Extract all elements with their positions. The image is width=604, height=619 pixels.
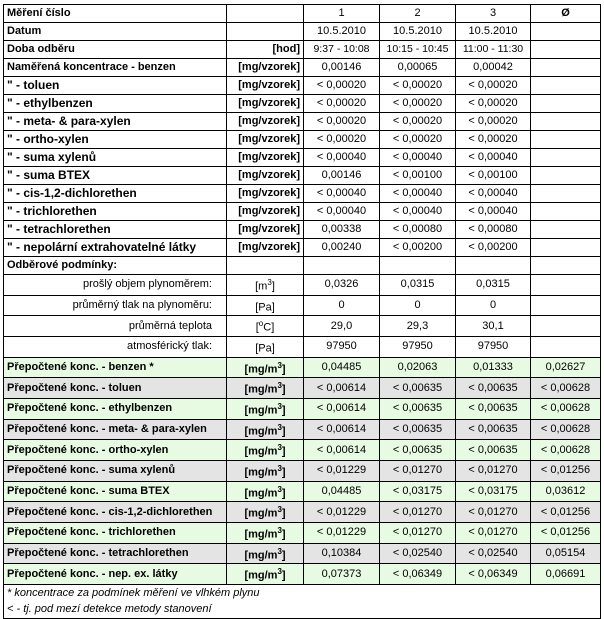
row-unit: [227, 481, 304, 502]
unit-text: [Pa]: [255, 342, 275, 355]
row-unit: [mg/vzorek]: [227, 131, 304, 149]
table-row-recalculated: [4, 564, 601, 585]
value-cell-2: < 0,00080: [380, 221, 456, 239]
unit-superscript: 3: [277, 360, 282, 370]
value-cell-1: < 0,01229: [304, 522, 380, 543]
row-unit: [227, 357, 304, 378]
row-label: Doba odběru: [4, 41, 227, 59]
value-cell-2: < 0,00020: [380, 95, 456, 113]
row-unit: [hod]: [227, 41, 304, 59]
average-cell: [531, 239, 601, 257]
table-row-condition: [4, 295, 601, 316]
value-cell-1: 0,04485: [304, 357, 380, 378]
row-label: " - nepolární extrahovatelné látky: [4, 239, 227, 257]
condition-label: atmosférický tlak:: [4, 336, 227, 357]
empty-cell: [380, 257, 456, 275]
table-row-measure-number: [4, 5, 601, 23]
footnote-text: < - tj. pod mezí detekce metody stanovení: [4, 601, 601, 618]
table-row-recalculated: [4, 357, 601, 378]
row-unit: [mg/vzorek]: [227, 239, 304, 257]
value-cell-2: < 0,00040: [380, 185, 456, 203]
unit-text-end: ]: [281, 549, 286, 562]
value-cell-3: < 0,00020: [456, 113, 531, 131]
unit-text: [mg/m: [244, 425, 278, 438]
average-cell: [531, 203, 601, 221]
value-cell-3: < 0,00040: [456, 185, 531, 203]
value-cell-1: < 0,00020: [304, 131, 380, 149]
unit-text-end: ]: [281, 487, 286, 500]
value-cell-1: < 0,00020: [304, 95, 380, 113]
value-cell-3: 10.5.2010: [456, 23, 531, 41]
average-cell: < 0,00628: [531, 398, 601, 419]
value-cell-2: < 0,01270: [380, 502, 456, 523]
condition-label: prošlý objem plynoměrem:: [4, 275, 227, 296]
value-cell-2: 0,02063: [380, 357, 456, 378]
value-cell-3: < 0,02540: [456, 543, 531, 564]
average-cell: [531, 95, 601, 113]
value-cell-1: 0: [304, 295, 380, 316]
value-cell-3: < 0,00040: [456, 149, 531, 167]
row-label: Měření číslo: [4, 5, 227, 23]
average-cell: 0,05154: [531, 543, 601, 564]
value-cell-2: < 0,00020: [380, 131, 456, 149]
row-label: " - ethylbenzen: [4, 95, 227, 113]
table-row-recalculated: [4, 502, 601, 523]
value-cell-1: < 0,00020: [304, 113, 380, 131]
value-cell-1: 0,00146: [304, 59, 380, 77]
unit-text-end: C]: [263, 321, 275, 334]
unit-superscript: o: [258, 319, 264, 329]
value-cell-3: 0,0315: [456, 275, 531, 296]
average-cell: [531, 221, 601, 239]
average-cell: < 0,01256: [531, 502, 601, 523]
row-unit: [mg/vzorek]: [227, 77, 304, 95]
row-unit: [227, 419, 304, 440]
table-row-measured: [4, 113, 601, 131]
value-cell-2: 0: [380, 295, 456, 316]
table-row-recalculated: [4, 543, 601, 564]
row-label: " - meta- & para-xylen: [4, 113, 227, 131]
average-header: Ø: [531, 5, 601, 23]
unit-text: [m: [255, 280, 268, 293]
unit-superscript: 3: [277, 505, 282, 515]
row-unit: [227, 295, 304, 316]
average-cell: [531, 113, 601, 131]
average-cell: [531, 167, 601, 185]
row-label: " - cis-1,2-dichlorethen: [4, 185, 227, 203]
table-row-date: [4, 23, 601, 41]
row-unit: [227, 378, 304, 399]
row-label: Přepočtené konc. - tetrachlorethen: [4, 543, 227, 564]
table-row-sampling-time: [4, 41, 601, 59]
row-unit: [mg/vzorek]: [227, 167, 304, 185]
average-cell: [531, 295, 601, 316]
value-cell-3: < 0,00100: [456, 167, 531, 185]
table-row-condition: [4, 275, 601, 296]
average-cell: [531, 185, 601, 203]
value-cell-3: < 0,00635: [456, 419, 531, 440]
row-unit: [mg/vzorek]: [227, 95, 304, 113]
table-row-measured: [4, 221, 601, 239]
unit-text-end: ]: [281, 383, 286, 396]
value-cell-1: 29,0: [304, 316, 380, 337]
unit-text: [mg/m: [244, 445, 278, 458]
average-cell: [531, 336, 601, 357]
row-label: " - toluen: [4, 77, 227, 95]
row-unit: [227, 460, 304, 481]
unit-text: [mg/m: [244, 549, 278, 562]
value-cell-1: 9:37 - 10:08: [304, 41, 380, 59]
value-cell-2: < 0,00020: [380, 113, 456, 131]
value-cell-2: < 0,01270: [380, 522, 456, 543]
table-row-measured: [4, 77, 601, 95]
value-cell-2: 10.5.2010: [380, 23, 456, 41]
value-cell-1: 0,00338: [304, 221, 380, 239]
average-cell: 0,03612: [531, 481, 601, 502]
row-label: Přepočtené konc. - ethylbenzen: [4, 398, 227, 419]
value-cell-1: 0,04485: [304, 481, 380, 502]
table-row-conditions-heading: [4, 257, 601, 275]
value-cell-2: < 0,00200: [380, 239, 456, 257]
table-row-measured: [4, 59, 601, 77]
row-unit: [227, 398, 304, 419]
average-cell: < 0,00628: [531, 378, 601, 399]
unit-text: [mg/m: [244, 404, 278, 417]
table-row-condition: [4, 336, 601, 357]
footnote-row: [4, 601, 601, 618]
row-label: " - suma BTEX: [4, 167, 227, 185]
empty-cell: [456, 257, 531, 275]
value-cell-3: < 0,00020: [456, 95, 531, 113]
value-cell-3: 0: [456, 295, 531, 316]
row-label: " - trichlorethen: [4, 203, 227, 221]
table-row-recalculated: [4, 378, 601, 399]
table-row-condition: [4, 316, 601, 337]
value-cell-3: 97950: [456, 336, 531, 357]
unit-text: [mg/m: [244, 466, 278, 479]
row-unit: [227, 502, 304, 523]
unit-superscript: 3: [277, 401, 282, 411]
value-cell-2: < 0,00635: [380, 378, 456, 399]
table-row-recalculated: [4, 460, 601, 481]
average-cell: < 0,00628: [531, 419, 601, 440]
value-cell-3: 11:00 - 11:30: [456, 41, 531, 59]
row-label: " - suma xylenů: [4, 149, 227, 167]
value-cell-2: < 0,06349: [380, 564, 456, 585]
unit-text: [mg/m: [244, 487, 278, 500]
value-cell-2: < 0,00635: [380, 398, 456, 419]
value-cell-3: < 0,00200: [456, 239, 531, 257]
value-cell-3: < 0,00020: [456, 77, 531, 95]
row-unit: [227, 23, 304, 41]
row-unit: [227, 543, 304, 564]
row-label: " - ortho-xylen: [4, 131, 227, 149]
row-unit: [227, 440, 304, 461]
value-cell-1: < 0,00614: [304, 378, 380, 399]
value-cell-3: 0,00042: [456, 59, 531, 77]
unit-text-end: ]: [281, 528, 286, 541]
conditions-heading: Odběrové podmínky:: [4, 257, 227, 275]
row-label: " - tetrachlorethen: [4, 221, 227, 239]
row-unit: [mg/vzorek]: [227, 185, 304, 203]
value-cell-2: < 0,00635: [380, 419, 456, 440]
value-cell-1: < 0,00614: [304, 440, 380, 461]
average-cell: [531, 149, 601, 167]
row-label: Přepočtené konc. - cis-1,2-dichlorethen: [4, 502, 227, 523]
empty-cell: [227, 257, 304, 275]
value-cell-1: < 0,00040: [304, 185, 380, 203]
table-row-measured: [4, 131, 601, 149]
unit-text: [mg/m: [244, 569, 278, 582]
value-cell-1: < 0,00020: [304, 77, 380, 95]
value-cell-3: < 0,00040: [456, 203, 531, 221]
value-cell-2: 0,0315: [380, 275, 456, 296]
value-cell-2: < 0,02540: [380, 543, 456, 564]
footnote-row: [4, 584, 601, 601]
unit-superscript: 3: [277, 443, 282, 453]
value-cell-3: < 0,01270: [456, 460, 531, 481]
row-label: Přepočtené konc. - nep. ex. látky: [4, 564, 227, 585]
value-cell-1: < 0,01229: [304, 460, 380, 481]
unit-superscript: 3: [277, 567, 282, 577]
value-cell-2: 2: [380, 5, 456, 23]
value-cell-3: < 0,06349: [456, 564, 531, 585]
unit-text-end: ]: [281, 404, 286, 417]
row-unit: [mg/vzorek]: [227, 59, 304, 77]
value-cell-2: < 0,01270: [380, 460, 456, 481]
row-label: Přepočtené konc. - meta- & para-xylen: [4, 419, 227, 440]
row-label: Přepočtené konc. - suma xylenů: [4, 460, 227, 481]
value-cell-1: < 0,00040: [304, 203, 380, 221]
row-unit: [mg/vzorek]: [227, 221, 304, 239]
unit-superscript: 3: [277, 463, 282, 473]
row-label: Přepočtené konc. - ortho-xylen: [4, 440, 227, 461]
empty-cell: [531, 257, 601, 275]
value-cell-1: 10.5.2010: [304, 23, 380, 41]
unit-superscript: 3: [277, 381, 282, 391]
row-label: Přepočtené konc. - trichlorethen: [4, 522, 227, 543]
value-cell-1: < 0,00040: [304, 149, 380, 167]
unit-text: [mg/m: [244, 507, 278, 520]
value-cell-3: 30,1: [456, 316, 531, 337]
row-label: Datum: [4, 23, 227, 41]
value-cell-1: 0,07373: [304, 564, 380, 585]
condition-label: průměrný tlak na plynoměru:: [4, 295, 227, 316]
table-row-recalculated: [4, 419, 601, 440]
table-row-measured: [4, 185, 601, 203]
unit-superscript: 3: [267, 278, 272, 287]
value-cell-3: < 0,00635: [456, 440, 531, 461]
value-cell-3: < 0,00635: [456, 378, 531, 399]
value-cell-2: < 0,00040: [380, 149, 456, 167]
unit-text: [mg/m: [244, 383, 278, 396]
value-cell-2: 97950: [380, 336, 456, 357]
unit-superscript: 3: [277, 525, 282, 535]
table-row-measured: [4, 149, 601, 167]
value-cell-2: < 0,03175: [380, 481, 456, 502]
value-cell-1: < 0,00614: [304, 419, 380, 440]
table-row-recalculated: [4, 440, 601, 461]
average-cell: < 0,00628: [531, 440, 601, 461]
average-cell: [531, 23, 601, 41]
unit-superscript: 3: [277, 484, 282, 494]
condition-label: průměrná teplota: [4, 316, 227, 337]
value-cell-3: < 0,00080: [456, 221, 531, 239]
unit-superscript: 3: [277, 546, 282, 556]
average-cell: < 0,01256: [531, 460, 601, 481]
value-cell-3: < 0,03175: [456, 481, 531, 502]
average-cell: [531, 316, 601, 337]
value-cell-2: < 0,00040: [380, 203, 456, 221]
value-cell-1: 97950: [304, 336, 380, 357]
value-cell-3: < 0,00020: [456, 131, 531, 149]
value-cell-2: 29,3: [380, 316, 456, 337]
value-cell-3: < 0,01270: [456, 502, 531, 523]
value-cell-3: 3: [456, 5, 531, 23]
unit-text-end: ]: [281, 363, 286, 376]
average-cell: [531, 131, 601, 149]
table-row-recalculated: [4, 398, 601, 419]
average-cell: [531, 59, 601, 77]
unit-text: [Pa]: [255, 301, 275, 314]
average-cell: [531, 41, 601, 59]
table-row-measured: [4, 95, 601, 113]
table-row-recalculated: [4, 522, 601, 543]
average-cell: [531, 77, 601, 95]
unit-text-end: ]: [271, 280, 275, 293]
value-cell-2: < 0,00635: [380, 440, 456, 461]
value-cell-1: 0,00240: [304, 239, 380, 257]
value-cell-1: < 0,01229: [304, 502, 380, 523]
unit-text-end: ]: [281, 569, 286, 582]
row-unit: [mg/vzorek]: [227, 203, 304, 221]
row-unit: [227, 275, 304, 296]
footnote-text: * koncentrace za podmínek měření ve vlhkém plynu: [4, 584, 601, 601]
value-cell-2: < 0,00020: [380, 77, 456, 95]
table-row-measured: [4, 203, 601, 221]
row-unit: [mg/vzorek]: [227, 113, 304, 131]
value-cell-2: 10:15 - 10:45: [380, 41, 456, 59]
results-table-sheet: [3, 4, 600, 616]
unit-text-end: ]: [281, 507, 286, 520]
value-cell-1: 1: [304, 5, 380, 23]
unit-text-end: ]: [281, 425, 286, 438]
results-table-body: [4, 5, 601, 619]
value-cell-1: 0,0326: [304, 275, 380, 296]
row-unit: [227, 316, 304, 337]
table-row-measured: [4, 167, 601, 185]
table-row-measured: [4, 239, 601, 257]
value-cell-1: 0,10384: [304, 543, 380, 564]
row-unit: [227, 564, 304, 585]
value-cell-2: < 0,00100: [380, 167, 456, 185]
row-label: Naměřená koncentrace - benzen: [4, 59, 227, 77]
value-cell-1: < 0,00614: [304, 398, 380, 419]
unit-superscript: 3: [277, 422, 282, 432]
unit-text: [: [255, 321, 259, 334]
value-cell-3: < 0,00635: [456, 398, 531, 419]
average-cell: [531, 275, 601, 296]
row-unit: [227, 336, 304, 357]
table-row-recalculated: [4, 481, 601, 502]
value-cell-3: 0,01333: [456, 357, 531, 378]
unit-text: [mg/m: [244, 363, 278, 376]
average-cell: 0,06691: [531, 564, 601, 585]
results-table: [3, 4, 601, 619]
value-cell-3: < 0,01270: [456, 522, 531, 543]
row-label: Přepočtené konc. - toluen: [4, 378, 227, 399]
average-cell: < 0,01256: [531, 522, 601, 543]
unit-text-end: ]: [281, 466, 286, 479]
row-unit: [227, 5, 304, 23]
average-cell: 0,02627: [531, 357, 601, 378]
empty-cell: [304, 257, 380, 275]
unit-text: [mg/m: [244, 528, 278, 541]
unit-text-end: ]: [281, 445, 286, 458]
row-unit: [227, 522, 304, 543]
value-cell-1: 0,00146: [304, 167, 380, 185]
row-label: Přepočtené konc. - suma BTEX: [4, 481, 227, 502]
value-cell-2: 0,00065: [380, 59, 456, 77]
row-unit: [mg/vzorek]: [227, 149, 304, 167]
row-label: Přepočtené konc. - benzen *: [4, 357, 227, 378]
